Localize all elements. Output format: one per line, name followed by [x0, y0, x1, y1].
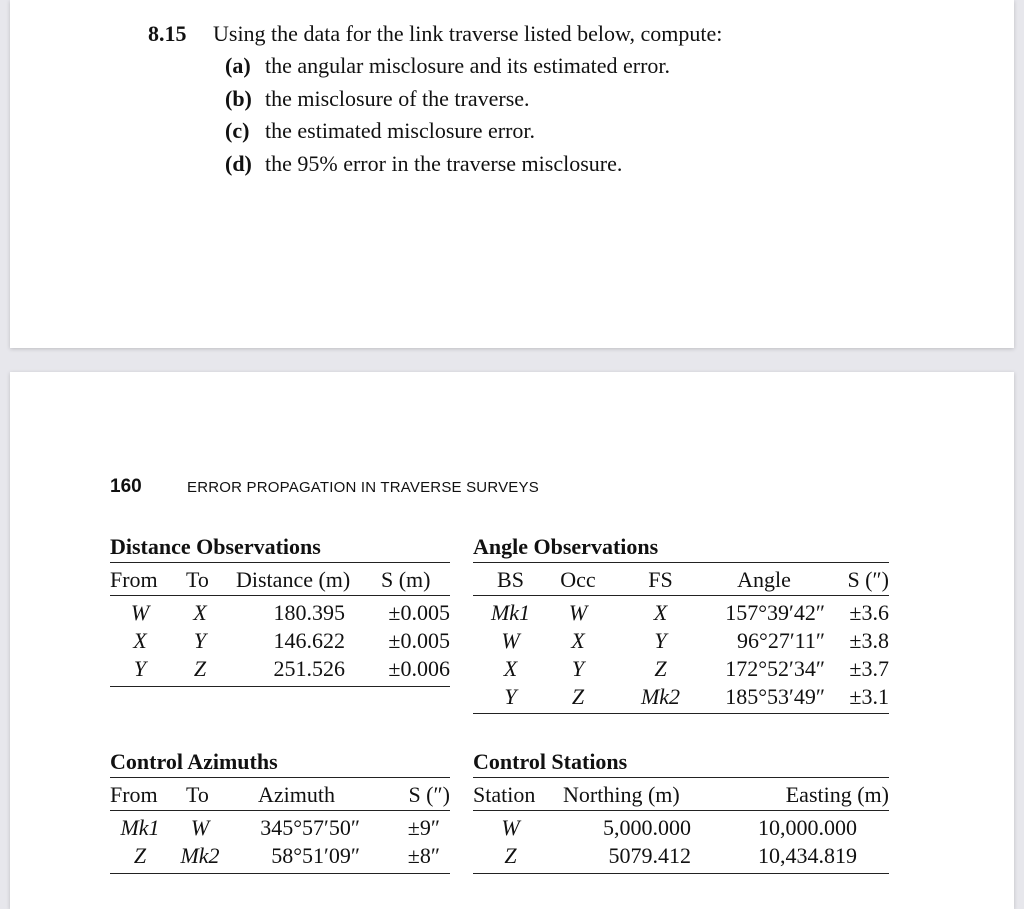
- table-cell: 185°53′49″: [725, 684, 825, 709]
- table-cell: Y: [504, 684, 517, 709]
- table-cell: W: [501, 628, 520, 653]
- table-cell: ±3.6: [849, 600, 889, 625]
- problem-number: 8.15: [148, 21, 187, 46]
- table-cell: ±3.8: [849, 628, 889, 653]
- column-header: Distance (m): [236, 567, 351, 592]
- table-cell: X: [133, 628, 147, 653]
- table-cell: Y: [654, 628, 667, 653]
- table-cell: Z: [193, 656, 207, 681]
- table-cell: ±0.005: [388, 628, 450, 653]
- page-number: 160: [110, 476, 142, 497]
- table-body: [473, 811, 889, 870]
- table-cell: Z: [571, 684, 585, 709]
- table-cell: Y: [133, 656, 147, 681]
- table-cell: 5,000.000: [603, 815, 691, 840]
- table-cell: X: [571, 628, 585, 653]
- table-header-row: [473, 778, 889, 810]
- table-caption: Angle Observations: [473, 534, 659, 559]
- table-header-row: [110, 563, 450, 595]
- top-page: [10, 0, 1014, 348]
- table-cell: 10,434.819: [758, 843, 857, 868]
- table-cell: 251.526: [273, 656, 345, 681]
- table-cell: 96°27′11″: [737, 628, 825, 653]
- problem-parts: [225, 50, 670, 180]
- table-cell: ±3.7: [849, 656, 889, 681]
- column-header: Azimuth: [258, 782, 335, 807]
- table-row: [473, 683, 889, 711]
- column-header: To: [186, 567, 209, 592]
- table-cell: Z: [654, 656, 667, 681]
- table-body: [110, 596, 450, 683]
- table-row: [473, 599, 889, 627]
- table-row: [110, 599, 450, 627]
- column-header: Occ: [560, 567, 596, 592]
- table-cell: ±3.1: [849, 684, 889, 709]
- table-cell: Y: [193, 628, 207, 653]
- table-cell: W: [130, 600, 150, 625]
- table-row: [110, 627, 450, 655]
- table-body: [473, 596, 889, 711]
- part-text: the misclosure of the traverse.: [265, 85, 530, 111]
- table-row: [473, 814, 889, 842]
- part-label: (d): [225, 150, 252, 176]
- problem-part-a: [225, 50, 670, 83]
- table-header-row: [473, 563, 889, 595]
- chapter-title: ERROR PROPAGATION IN TRAVERSE SURVEYS: [187, 479, 539, 496]
- column-header: From: [110, 782, 158, 807]
- table-caption: Control Stations: [473, 749, 628, 774]
- column-header: BS: [497, 567, 524, 592]
- table-row: [110, 842, 450, 870]
- table-cell: W: [568, 600, 588, 625]
- table-cell: Z: [133, 843, 147, 868]
- column-header: Easting (m): [785, 782, 889, 807]
- part-label: (b): [225, 85, 252, 111]
- table-caption: Distance Observations: [110, 534, 321, 559]
- table-cell: 345°57′50″: [260, 815, 360, 840]
- problem-part-c: [225, 115, 670, 148]
- table-cell: ±0.005: [388, 600, 450, 625]
- part-label: (a): [225, 53, 251, 78]
- column-header: S (m): [381, 567, 431, 592]
- table-cell: W: [190, 815, 210, 840]
- angle-observations-table: [473, 532, 889, 714]
- table-cell: 157°39′42″: [725, 600, 825, 625]
- table-cell: ±9″: [407, 815, 440, 840]
- table-cell: Z: [504, 843, 517, 868]
- table-header-row: [110, 778, 450, 810]
- table-caption: Control Azimuths: [110, 749, 278, 774]
- problem-text: Using the data for the link traverse listed below, compute:: [213, 21, 723, 46]
- column-header: To: [186, 782, 209, 807]
- part-text: the angular misclosure and its estimated error.: [265, 53, 671, 78]
- table-row: [473, 655, 889, 683]
- column-header: S (″): [847, 567, 889, 592]
- column-header: Station: [473, 782, 536, 807]
- table-cell: 172°52′34″: [725, 656, 825, 681]
- table-cell: 58°51′09″: [271, 843, 360, 868]
- table-cell: X: [193, 600, 207, 625]
- problem-part-b: [225, 83, 670, 116]
- table-cell: Mk1: [120, 815, 160, 840]
- table-row: [473, 842, 889, 870]
- problem-part-d: [225, 148, 670, 181]
- table-row: [110, 814, 450, 842]
- table-cell: 180.395: [273, 600, 345, 625]
- control-azimuths-table: [110, 747, 450, 874]
- column-header: S (″): [408, 782, 450, 807]
- column-header: Angle: [737, 567, 791, 592]
- table-cell: 5079.412: [608, 843, 691, 868]
- part-text: the estimated misclosure error.: [265, 118, 536, 143]
- column-header: From: [110, 567, 158, 592]
- table-cell: 10,000.000: [758, 815, 857, 840]
- problem-statement: [148, 18, 722, 50]
- table-cell: X: [653, 600, 668, 625]
- control-stations-table: [473, 747, 889, 874]
- bottom-page: [10, 372, 1014, 909]
- table-row: [110, 655, 450, 683]
- table-cell: W: [501, 815, 520, 840]
- distance-observations-table: [110, 532, 450, 687]
- table-cell: ±0.006: [388, 656, 450, 681]
- table-cell: ±8″: [407, 843, 440, 868]
- part-text: the 95% error in the traverse misclosure.: [265, 150, 623, 176]
- table-cell: Mk2: [640, 684, 681, 709]
- table-cell: Mk1: [490, 600, 531, 625]
- table-body: [110, 811, 450, 870]
- table-cell: Y: [571, 656, 585, 681]
- column-header: Northing (m): [563, 782, 680, 807]
- table-cell: 146.622: [273, 628, 345, 653]
- column-header: FS: [648, 567, 673, 592]
- table-row: [473, 627, 889, 655]
- table-cell: X: [503, 656, 518, 681]
- part-label: (c): [225, 118, 250, 143]
- table-cell: Mk2: [180, 843, 220, 868]
